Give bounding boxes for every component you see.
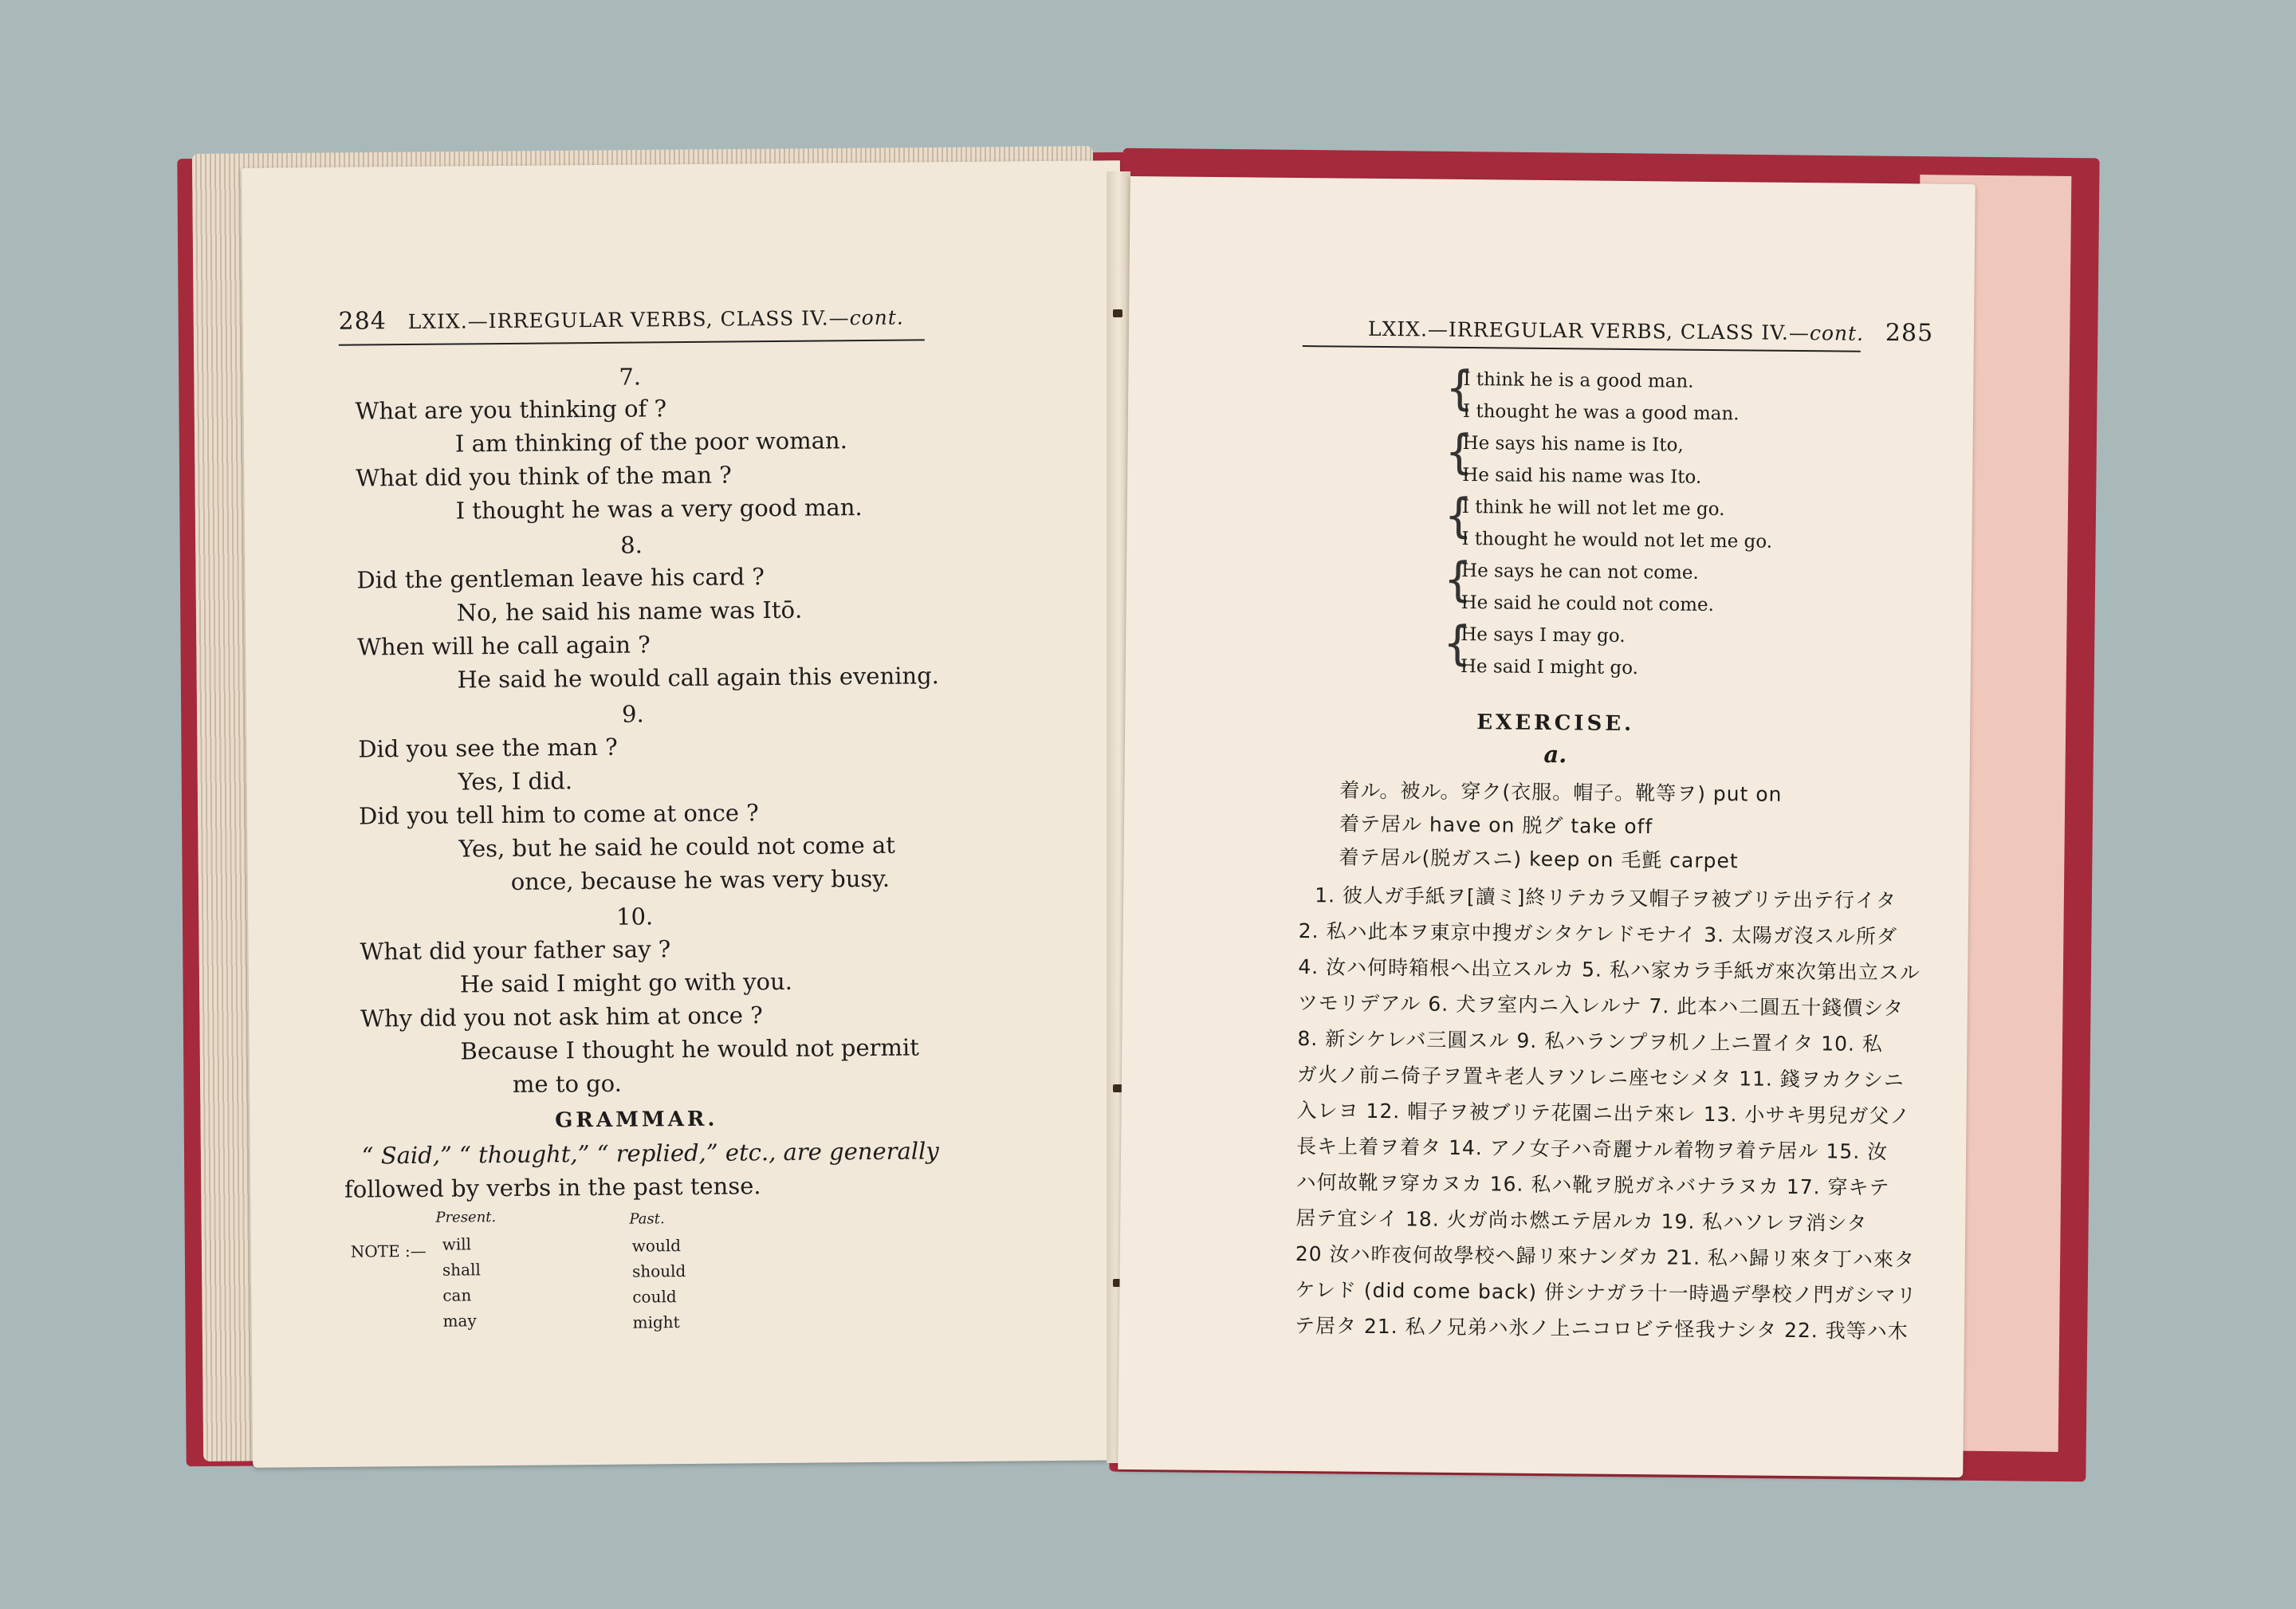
text-line: No, he said his name was Itō. (456, 596, 803, 627)
past-form: could (632, 1287, 677, 1307)
present-sentence: He says I may go. (1461, 624, 1626, 647)
note-label: NOTE :— (350, 1241, 427, 1261)
running-head-cont: cont. (849, 305, 904, 330)
tense-pair: { He says his name is Ito, He said his name was Ito. (1445, 425, 1702, 488)
text-line: I thought he was a very good man. (455, 494, 863, 525)
past-header: Past. (629, 1210, 665, 1228)
exercise-subheading: a. (1543, 740, 1567, 769)
vocab-line: 着テ居ル(脱ガスニ) keep on 毛氈 carpet (1339, 845, 1739, 873)
text-line: Because I thought he would not permit (460, 1033, 920, 1065)
grammar-text: “ Said,” “ thought,” “ replied,” etc., are generally (361, 1137, 939, 1170)
tense-pair: { He says I may go. He said I might go. (1442, 616, 1639, 679)
exercise-line: 8. 新シケレバ三圓スル 9. 私ハランプヲ机ノ上ニ置イタ 10. 私 (1297, 1027, 1883, 1056)
past-form: should (631, 1261, 686, 1281)
present-sentence: He says his name is Ito, (1462, 432, 1684, 456)
text-line: Did you tell him to come at once ? (358, 799, 759, 830)
tense-pair: { I think he will not let me go. I thought he would not let me go. (1444, 489, 1773, 553)
text-line: He said he would call again this evening. (457, 662, 940, 694)
exercise-line: 居テ宜シイ 18. 火ガ尚ホ燃エテ居ルカ 19. 私ハソレヲ消シタ (1295, 1206, 1868, 1235)
past-sentence: I thought he was a good man. (1462, 400, 1740, 425)
present-header: Present. (435, 1209, 497, 1226)
exercise-line: ハ何故靴ヲ穿カヌカ 16. 私ハ靴ヲ脱ガネバナラヌカ 17. 穿キテ (1295, 1170, 1890, 1200)
section-number: 8. (620, 531, 643, 559)
text-line: What did you think of the man ? (356, 461, 732, 492)
exercise-line: 4. 汝ハ何時箱根ヘ出立スルカ 5. 私ハ家カラ手紙ガ來次第出立スル (1298, 955, 1921, 985)
text-line: What did your father say ? (360, 935, 671, 966)
head-rule (1303, 345, 1861, 352)
text-line: Did the gentleman leave his card ? (356, 563, 765, 594)
past-sentence: He said I might go. (1460, 655, 1639, 679)
exercise-line: 20 汝ハ昨夜何故學校ヘ歸リ來ナンダカ 21. 私ハ歸リ來タ丁ハ來タ (1295, 1242, 1916, 1272)
text-line: Did you see the man ? (358, 733, 618, 763)
present-form: may (442, 1311, 477, 1331)
past-sentence: He said he could not come. (1461, 592, 1715, 616)
text-line: Yes, I did. (458, 767, 573, 796)
head-rule (339, 339, 925, 345)
past-sentence: He said his name was Ito. (1462, 464, 1702, 488)
running-head-title: LXIX.—IRREGULAR VERBS, CLASS IV.— (1367, 317, 1810, 345)
exercise-line: 入レヨ 12. 帽子ヲ被ブリテ花園ニ出テ來レ 13. 小サキ男兒ガ父ノ (1296, 1099, 1911, 1128)
text-line: When will he call again ? (357, 631, 651, 661)
present-sentence: I think he is a good man. (1463, 368, 1694, 392)
tense-pair: { I think he is a good man. I thought he was a good man. (1445, 361, 1740, 425)
vocab-line: 着テ居ル have on 脱グ take off (1339, 812, 1653, 839)
text-line: Why did you not ask him at once ? (360, 1001, 763, 1033)
right-running-head (1368, 314, 1934, 348)
section-number: 7. (619, 363, 642, 391)
exercise-line: 2. 私ハ此本ヲ東京中搜ガシタケレドモナイ 3. 太陽ガ沒スル所ダ (1298, 919, 1898, 949)
past-sentence: I thought he would not let me go. (1461, 528, 1773, 553)
page-number: 285 (1885, 319, 1934, 348)
binding-stitch (1113, 309, 1122, 317)
running-head-cont: cont. (1809, 321, 1865, 345)
past-form: might (632, 1312, 680, 1332)
present-form: will (442, 1234, 472, 1254)
grammar-heading: GRAMMAR. (555, 1107, 718, 1133)
section-number: 9. (621, 700, 644, 728)
page-number: 284 (338, 307, 387, 336)
exercise-line: ガ火ノ前ニ倚子ヲ置キ老人ヲソレニ座セシメタ 11. 錢ヲカクシニ (1296, 1063, 1905, 1092)
running-head-title: LXIX.—IRREGULAR VERBS, CLASS IV.— (407, 306, 850, 334)
left-running-head (338, 303, 903, 336)
left-page (242, 160, 1131, 1468)
tense-pair: { He says he can not come. He said he could not come. (1443, 553, 1715, 616)
present-sentence: He says he can not come. (1461, 560, 1699, 584)
exercise-line: 長キ上着ヲ着タ 14. アノ女子ハ奇麗ナル着物ヲ着テ居ル 15. 汝 (1296, 1135, 1889, 1164)
text-line: me to go. (512, 1069, 623, 1098)
grammar-text: followed by verbs in the past tense. (344, 1172, 761, 1203)
exercise-heading: EXERCISE. (1476, 710, 1635, 737)
present-form: shall (442, 1260, 481, 1280)
past-form: would (631, 1236, 682, 1256)
present-sentence: I think he will not let me go. (1461, 496, 1725, 521)
right-page (1118, 176, 1976, 1477)
exercise-line: 1. 彼人ガ手紙ヲ[讀ミ]終リテカラ又帽子ヲ被ブリテ出テ行イタ (1315, 883, 1897, 913)
exercise-line: テ居タ 21. 私ノ兄弟ハ氷ノ上ニコロビテ怪我ナシタ 22. 我等ハ木 (1294, 1313, 1909, 1343)
vocab-line: 着ル。被ル。穿ク(衣服。帽子。靴等ヲ) put on (1339, 778, 1783, 806)
exercise-line: ツモリデアル 6. 犬ヲ室内ニ入レルナ 7. 此本ハ二圓五十錢價シタ (1297, 991, 1905, 1021)
present-form: can (442, 1285, 472, 1305)
section-number: 10. (615, 903, 654, 930)
text-line: once, because he was very busy. (510, 864, 890, 895)
exercise-line: ケレド (did come back) 併シナガラ十一時過デ學校ノ門ガシマリ (1295, 1277, 1917, 1308)
text-line: Yes, but he said he could not come at (458, 831, 896, 863)
text-line: I am thinking of the poor woman. (454, 427, 848, 458)
text-line: He said I might go with you. (459, 967, 793, 998)
text-line: What are you thinking of ? (355, 395, 667, 425)
